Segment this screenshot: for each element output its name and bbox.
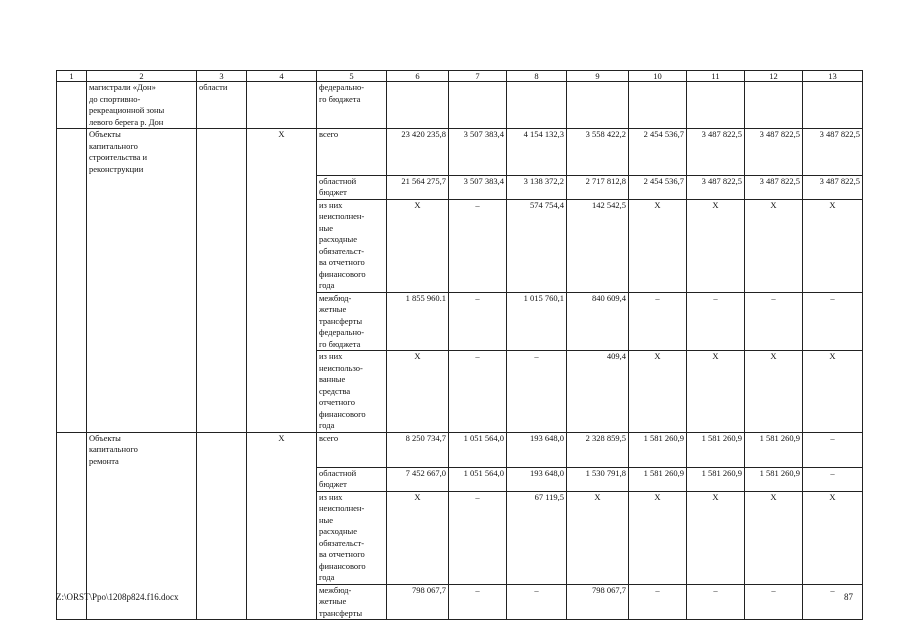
cell-col1 <box>57 129 87 176</box>
value-cell: – <box>803 467 863 491</box>
value-cell: 1 581 260,9 <box>687 432 745 467</box>
value-cell: Х <box>803 351 863 433</box>
value-cell: 8 250 734,7 <box>387 432 449 467</box>
object-name-cell <box>87 351 197 433</box>
funding-source-line: из них <box>319 199 343 210</box>
value-cell: – <box>803 292 863 351</box>
value-cell: 1 051 564,0 <box>449 467 507 491</box>
funding-source-line: всего <box>319 129 339 139</box>
funding-source-cell <box>317 467 387 491</box>
cell-col1 <box>57 491 87 584</box>
value-cell <box>803 82 863 129</box>
header-cell: 2 <box>87 71 197 82</box>
value-cell: 23 420 235,8 <box>387 129 449 176</box>
responsible-cell <box>197 129 247 176</box>
funding-source-line: трансферты <box>319 315 363 326</box>
value-cell: 3 558 422,2 <box>567 129 629 176</box>
cell-col4 <box>247 82 317 129</box>
funding-source-line: бюджет <box>319 187 347 197</box>
table-row <box>57 175 863 199</box>
header-cell: 11 <box>687 71 745 82</box>
value-cell: 798 067,7 <box>387 584 449 620</box>
value-cell: 3 487 822,5 <box>803 175 863 199</box>
source-line: го бюджета <box>319 93 361 104</box>
funding-source-line: областной <box>319 467 357 478</box>
funding-source-line: из них <box>319 351 343 361</box>
funding-source-line: года <box>319 280 335 290</box>
cell-col1 <box>57 82 87 129</box>
value-cell: 798 067,7 <box>567 584 629 620</box>
funding-source-cell <box>317 175 387 199</box>
responsible-cell <box>197 175 247 199</box>
table-row <box>57 129 863 176</box>
value-cell: Х <box>387 491 449 584</box>
funding-source-line: года <box>319 420 335 430</box>
table-row <box>57 432 863 467</box>
responsible-cell <box>197 491 247 584</box>
value-cell: – <box>803 584 863 620</box>
value-cell: 2 454 536,7 <box>629 175 687 199</box>
value-cell: 1 581 260,9 <box>745 432 803 467</box>
object-name-line: магистрали «Дон» <box>89 82 156 92</box>
cell-col1 <box>57 292 87 351</box>
value-cell: – <box>803 432 863 467</box>
funding-source-line: обязательст- <box>319 537 365 548</box>
header-cell: 10 <box>629 71 687 82</box>
object-name-line: Объекты <box>89 432 121 443</box>
funding-source-line: трансферты <box>319 607 363 618</box>
object-name-cell <box>87 491 197 584</box>
funding-source-line: из них <box>319 491 343 502</box>
cell-col1 <box>57 467 87 491</box>
header-cell: 1 <box>57 71 87 82</box>
funding-source-cell <box>317 199 387 292</box>
value-cell: – <box>449 199 507 292</box>
value-cell: Х <box>629 351 687 433</box>
value-cell: Х <box>387 199 449 292</box>
object-name-line: строительства и <box>89 152 148 162</box>
responsible-cell: области <box>197 82 247 129</box>
cell-col1 <box>57 351 87 433</box>
object-name-cell <box>87 82 197 129</box>
value-cell: Х <box>745 199 803 292</box>
value-cell: Х <box>745 491 803 584</box>
value-cell: 3 507 383,4 <box>449 129 507 176</box>
value-cell: 7 452 667,0 <box>387 467 449 491</box>
object-name-line: до спортивно- <box>89 93 141 104</box>
funding-source-line: жетные <box>319 596 347 606</box>
value-cell: 2 454 536,7 <box>629 129 687 176</box>
funding-source-cell <box>317 129 387 176</box>
header-cell: 5 <box>317 71 387 82</box>
object-name-line: капитального <box>89 140 138 151</box>
value-cell: 1 855 960.1 <box>387 292 449 351</box>
funding-source-line: межбюд- <box>319 584 352 595</box>
table-row <box>57 467 863 491</box>
value-cell: Х <box>687 491 745 584</box>
value-cell: 193 648,0 <box>507 432 567 467</box>
value-cell: – <box>449 351 507 433</box>
funding-source-line: финансового <box>319 268 366 279</box>
value-cell: 840 609,4 <box>567 292 629 351</box>
value-cell <box>745 82 803 129</box>
funding-source-line: всего <box>319 432 339 443</box>
funding-source-line: неиспользо- <box>319 362 363 373</box>
object-name-line: ремонта <box>89 455 119 466</box>
value-cell <box>687 82 745 129</box>
responsible-cell <box>197 292 247 351</box>
value-cell: 1 581 260,9 <box>629 432 687 467</box>
source-cell <box>317 82 387 129</box>
header-cell: 8 <box>507 71 567 82</box>
cell-col1 <box>57 199 87 292</box>
header-cell: 12 <box>745 71 803 82</box>
value-cell: – <box>507 351 567 433</box>
funding-source-line: ванные <box>319 374 346 384</box>
funding-source-line: ва отчетного <box>319 257 365 267</box>
value-cell: – <box>687 292 745 351</box>
value-cell: 3 507 383,4 <box>449 175 507 199</box>
responsible-cell <box>197 199 247 292</box>
funding-source-cell <box>317 351 387 433</box>
value-cell: 1 581 260,9 <box>745 467 803 491</box>
cell-col4: Х <box>247 129 317 176</box>
value-cell: 3 487 822,5 <box>745 129 803 176</box>
value-cell: 3 487 822,5 <box>745 175 803 199</box>
object-name-cell <box>87 292 197 351</box>
funding-source-cell <box>317 432 387 467</box>
value-cell: 1 530 791,8 <box>567 467 629 491</box>
cell-col1 <box>57 175 87 199</box>
value-cell <box>507 82 567 129</box>
continuation-row <box>57 82 863 129</box>
header-cell: 6 <box>387 71 449 82</box>
value-cell: Х <box>687 199 745 292</box>
responsible-cell <box>197 432 247 467</box>
value-cell: – <box>629 292 687 351</box>
object-name-line: реконструкции <box>89 163 144 174</box>
funding-source-line: федерально- <box>319 327 365 337</box>
funding-source-line: бюджет <box>319 479 347 489</box>
funding-source-line: ные <box>319 514 334 525</box>
header-row <box>57 71 863 82</box>
funding-source-line: обязательст- <box>319 245 365 256</box>
header-cell: 13 <box>803 71 863 82</box>
funding-source-cell <box>317 292 387 351</box>
value-cell: 21 564 275,7 <box>387 175 449 199</box>
value-cell: Х <box>803 199 863 292</box>
value-cell <box>567 82 629 129</box>
value-cell <box>449 82 507 129</box>
table-row <box>57 351 863 433</box>
value-cell: – <box>745 292 803 351</box>
value-cell: 1 581 260,9 <box>629 467 687 491</box>
budget-table <box>56 70 863 620</box>
object-name-cell <box>87 199 197 292</box>
object-name-line: капитального <box>89 444 138 454</box>
funding-source-line: ва отчетного <box>319 549 365 559</box>
object-name-cell <box>87 432 197 467</box>
header-cell: 7 <box>449 71 507 82</box>
value-cell: Х <box>687 351 745 433</box>
source-line: федерально- <box>319 82 365 92</box>
table-row <box>57 199 863 292</box>
footer-file-path: Z:\ORST\Ppo\1208p824.f16.docx <box>56 592 179 602</box>
value-cell: – <box>449 584 507 620</box>
value-cell: Х <box>567 491 629 584</box>
value-cell: 2 717 812,8 <box>567 175 629 199</box>
cell-col4 <box>247 199 317 292</box>
value-cell: Х <box>745 351 803 433</box>
funding-source-line: неисполнен- <box>319 503 365 513</box>
value-cell: – <box>629 584 687 620</box>
value-cell: 2 328 859,5 <box>567 432 629 467</box>
funding-source-line: года <box>319 572 335 582</box>
cell-col4: Х <box>247 432 317 467</box>
funding-source-line: областной <box>319 175 357 186</box>
funding-source-cell <box>317 491 387 584</box>
value-cell: 1 015 760,1 <box>507 292 567 351</box>
value-cell: – <box>449 292 507 351</box>
footer-page-number: 87 <box>844 592 853 602</box>
funding-source-line: го бюджета <box>319 338 361 349</box>
funding-source-line: отчетного <box>319 397 355 407</box>
value-cell: Х <box>803 491 863 584</box>
header-cell: 4 <box>247 71 317 82</box>
value-cell: Х <box>629 199 687 292</box>
value-cell: – <box>507 584 567 620</box>
object-name-line: рекреационной зоны <box>89 105 165 115</box>
object-name-cell <box>87 129 197 176</box>
value-cell: 1 581 260,9 <box>687 467 745 491</box>
value-cell <box>629 82 687 129</box>
cell-col1 <box>57 432 87 467</box>
funding-source-line: расходные <box>319 526 357 536</box>
header-cell: 9 <box>567 71 629 82</box>
responsible-cell <box>197 351 247 433</box>
value-cell: 3 487 822,5 <box>687 129 745 176</box>
cell-col4 <box>247 292 317 351</box>
value-cell <box>387 82 449 129</box>
funding-source-line: ные <box>319 222 334 233</box>
cell-col4 <box>247 351 317 433</box>
funding-source-line: финансового <box>319 560 366 571</box>
object-name-cell <box>87 175 197 199</box>
cell-col4 <box>247 584 317 620</box>
table-row <box>57 292 863 351</box>
funding-source-line: неисполнен- <box>319 211 365 221</box>
responsible-cell <box>197 467 247 491</box>
object-name-line: левого берега р. Дон <box>89 116 164 127</box>
funding-source-line: межбюд- <box>319 292 352 303</box>
table-row <box>57 491 863 584</box>
value-cell: 3 487 822,5 <box>687 175 745 199</box>
object-name-cell <box>87 467 197 491</box>
funding-source-line: жетные <box>319 304 347 314</box>
cell-col4 <box>247 467 317 491</box>
value-cell: 67 119,5 <box>507 491 567 584</box>
value-cell: 574 754,4 <box>507 199 567 292</box>
funding-source-line: средства <box>319 385 351 396</box>
responsible-cell <box>197 584 247 620</box>
value-cell: 3 487 822,5 <box>803 129 863 176</box>
object-name-line: Объекты <box>89 129 121 139</box>
funding-source-line: расходные <box>319 234 357 244</box>
value-cell: 193 648,0 <box>507 467 567 491</box>
value-cell: Х <box>629 491 687 584</box>
value-cell: 4 154 132,3 <box>507 129 567 176</box>
header-cell: 3 <box>197 71 247 82</box>
value-cell: – <box>745 584 803 620</box>
cell-col4 <box>247 175 317 199</box>
value-cell: – <box>449 491 507 584</box>
cell-col4 <box>247 491 317 584</box>
funding-source-line: финансового <box>319 408 366 419</box>
value-cell: Х <box>387 351 449 433</box>
value-cell: – <box>687 584 745 620</box>
value-cell: 142 542,5 <box>567 199 629 292</box>
funding-source-cell <box>317 584 387 620</box>
value-cell: 3 138 372,2 <box>507 175 567 199</box>
value-cell: 409,4 <box>567 351 629 433</box>
value-cell: 1 051 564,0 <box>449 432 507 467</box>
